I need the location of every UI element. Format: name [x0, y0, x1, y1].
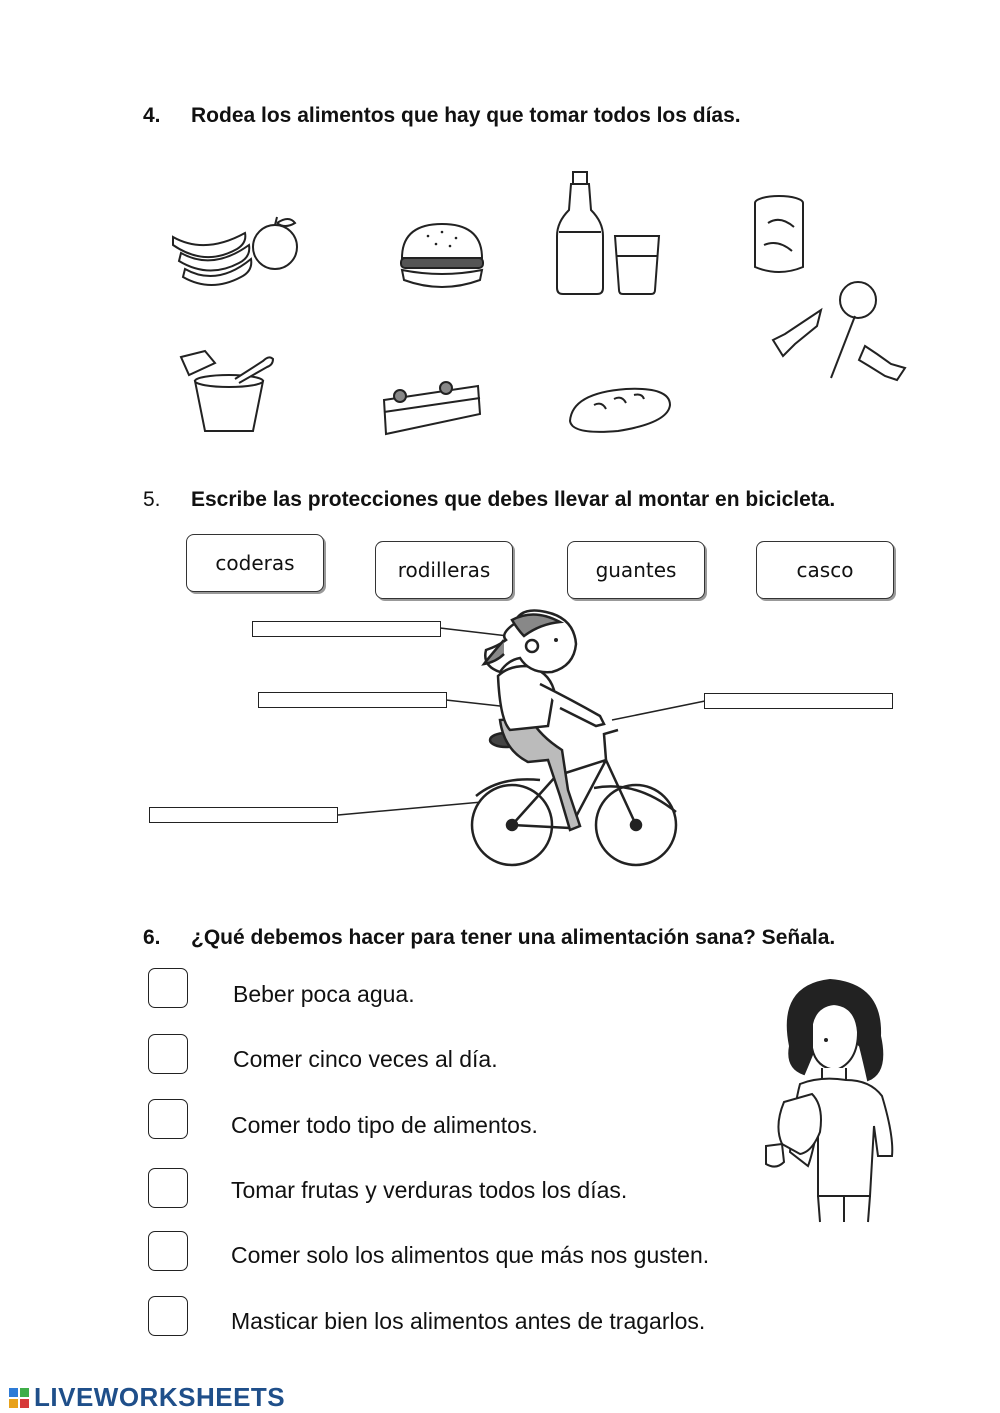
- option-label-1: Beber poca agua.: [233, 981, 415, 1007]
- checkbox-option-3[interactable]: [148, 1099, 188, 1139]
- logo-icon: [8, 1387, 30, 1409]
- word-box-casco[interactable]: [756, 541, 894, 599]
- answer-field-3[interactable]: [704, 693, 893, 709]
- checkbox-option-4[interactable]: [148, 1168, 188, 1208]
- question-6-text: ¿Qué debemos hacer para tener una alimentación sana? Señala.: [191, 926, 836, 949]
- yogurt-icon[interactable]: [175, 345, 275, 437]
- word-box-label: casco: [796, 558, 854, 582]
- water-bottle-icon[interactable]: [555, 170, 665, 298]
- liveworksheets-logo: [8, 1382, 285, 1413]
- question-6-number: 6.: [143, 926, 161, 949]
- checkbox-option-5[interactable]: [148, 1231, 188, 1271]
- burger-icon[interactable]: [398, 220, 486, 295]
- question-5-title: [143, 488, 835, 512]
- answer-field-2[interactable]: [258, 692, 447, 708]
- brand-name: LIVEWORKSHEETS: [34, 1382, 286, 1412]
- question-5-text: Escribe las protecciones que debes llevar al montar en bicicleta.: [191, 488, 836, 511]
- option-label-4: Tomar frutas y verduras todos los días.: [231, 1177, 628, 1203]
- checkbox-option-1[interactable]: [148, 968, 188, 1008]
- answer-field-4[interactable]: [149, 807, 338, 823]
- option-label-3: Comer todo tipo de alimentos.: [231, 1112, 538, 1138]
- bread-icon[interactable]: [566, 383, 674, 435]
- candy-icon[interactable]: [765, 280, 910, 390]
- girl-with-jug-illustration: [760, 976, 910, 1224]
- question-4-title: [143, 104, 741, 128]
- word-box-rodilleras[interactable]: [375, 541, 513, 599]
- question-6-title: [143, 926, 835, 950]
- option-label-2: Comer cinco veces al día.: [233, 1046, 498, 1072]
- question-4-number: 4.: [143, 104, 161, 127]
- option-label-6: Masticar bien los alimentos antes de tragarlos.: [231, 1308, 706, 1334]
- fruit-icon[interactable]: [165, 215, 305, 290]
- word-box-coderas[interactable]: [186, 534, 324, 592]
- question-5-number: 5.: [143, 488, 161, 511]
- word-box-label: rodilleras: [397, 558, 491, 582]
- option-label-5: Comer solo los alimentos que más nos gusten.: [231, 1242, 710, 1268]
- checkbox-option-6[interactable]: [148, 1296, 188, 1336]
- bicycle-girl-illustration: [0, 600, 1000, 880]
- cake-icon[interactable]: [380, 378, 484, 438]
- word-box-guantes[interactable]: [567, 541, 705, 599]
- word-box-label: coderas: [215, 551, 295, 575]
- soda-can-icon[interactable]: [750, 193, 808, 277]
- answer-field-1[interactable]: [252, 621, 441, 637]
- checkbox-option-2[interactable]: [148, 1034, 188, 1074]
- word-box-label: guantes: [595, 558, 677, 582]
- question-4-text: Rodea los alimentos que hay que tomar todos los días.: [191, 104, 741, 127]
